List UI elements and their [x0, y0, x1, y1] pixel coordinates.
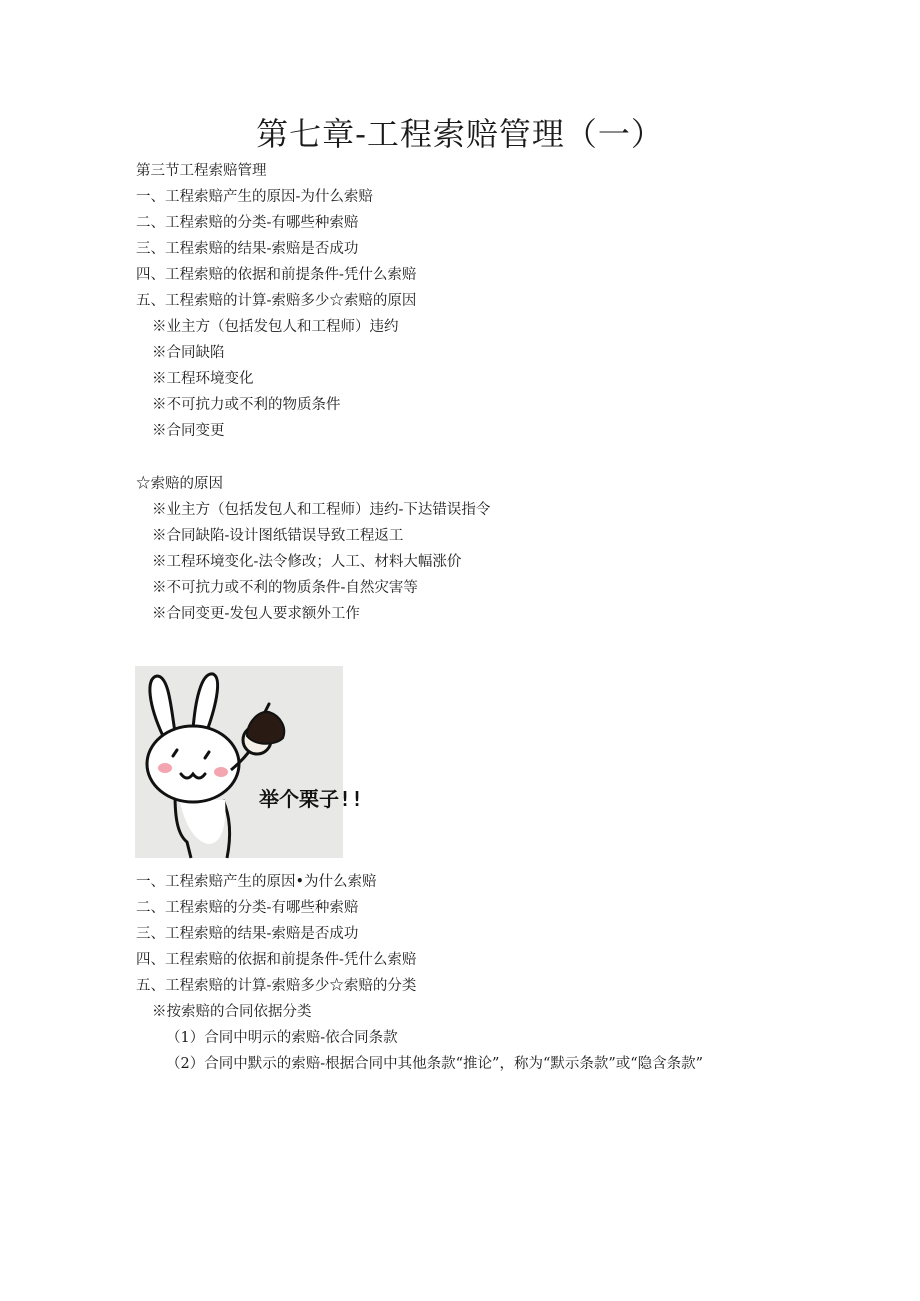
reason-detail-item: ※不可抗力或不利的物质条件-自然灾害等 — [152, 580, 418, 596]
reason-item: ※工程环境变化 — [152, 371, 254, 387]
outline-item: 四、工程索赔的依据和前提条件-凭什么索赔 — [136, 267, 417, 283]
classification-item: （1）合同中明示的索赔-依合同条款 — [166, 1030, 398, 1046]
outline-item: 一、工程索赔产生的原因•为什么索赔 — [136, 874, 377, 890]
reasons-section — [136, 471, 490, 627]
reasons-heading: ☆索赔的原因 — [136, 476, 223, 492]
reason-detail-item: ※合同缺陷-设计图纸错误导致工程返工 — [152, 528, 404, 544]
chestnut-icon — [247, 712, 284, 744]
reason-detail-item: ※工程环境变化-法令修改；人工、材料大幅涨价 — [152, 554, 462, 570]
section-heading: 第三节工程索赔管理 — [136, 163, 267, 179]
rabbit-right-cheek — [214, 767, 228, 777]
outline-item: 四、工程索赔的依据和前提条件-凭什么索赔 — [136, 952, 417, 968]
outline-item: 一、工程索赔产生的原因-为什么索赔 — [136, 189, 373, 205]
reason-detail-item: ※业主方（包括发包人和工程师）违约-下达错误指令 — [152, 502, 491, 518]
outline-item: 二、工程索赔的分类-有哪些种索赔 — [136, 900, 359, 916]
classification-heading: ※按索赔的合同依据分类 — [152, 1004, 312, 1020]
reason-item: ※不可抗力或不利的物质条件 — [152, 397, 341, 413]
rabbit-left-ear — [150, 676, 175, 736]
reason-item: ※合同缺陷 — [152, 345, 225, 361]
chestnut-stem — [265, 704, 269, 712]
page-title: 第七章-工程索赔管理（一） — [256, 115, 664, 153]
reason-detail-item: ※合同变更-发包人要求额外工作 — [152, 606, 360, 622]
outline-item: 二、工程索赔的分类-有哪些种索赔 — [136, 215, 359, 231]
rabbit-belly — [179, 798, 225, 844]
outline-item: 五、工程索赔的计算-索赔多少☆索赔的原因 — [136, 293, 417, 309]
rabbit-illustration — [135, 666, 364, 858]
outline-section-1 — [136, 158, 416, 444]
outline-item: 三、工程索赔的结果-索赔是否成功 — [136, 241, 359, 257]
reason-item: ※业主方（包括发包人和工程师）违约 — [152, 319, 399, 335]
rabbit-left-cheek — [158, 763, 172, 773]
reason-item: ※合同变更 — [152, 423, 225, 439]
outline-item: 五、工程索赔的计算-索赔多少☆索赔的分类 — [136, 978, 417, 994]
handwritten-caption: 举个栗子!! — [259, 787, 364, 811]
outline-item: 三、工程索赔的结果-索赔是否成功 — [136, 926, 359, 942]
classification-item: （2）合同中默示的索赔-根据合同中其他条款“推论”，称为“默示条款”或“隐含条款” — [166, 1056, 704, 1072]
outline-section-2 — [136, 869, 703, 1077]
rabbit-drawing — [135, 666, 364, 858]
